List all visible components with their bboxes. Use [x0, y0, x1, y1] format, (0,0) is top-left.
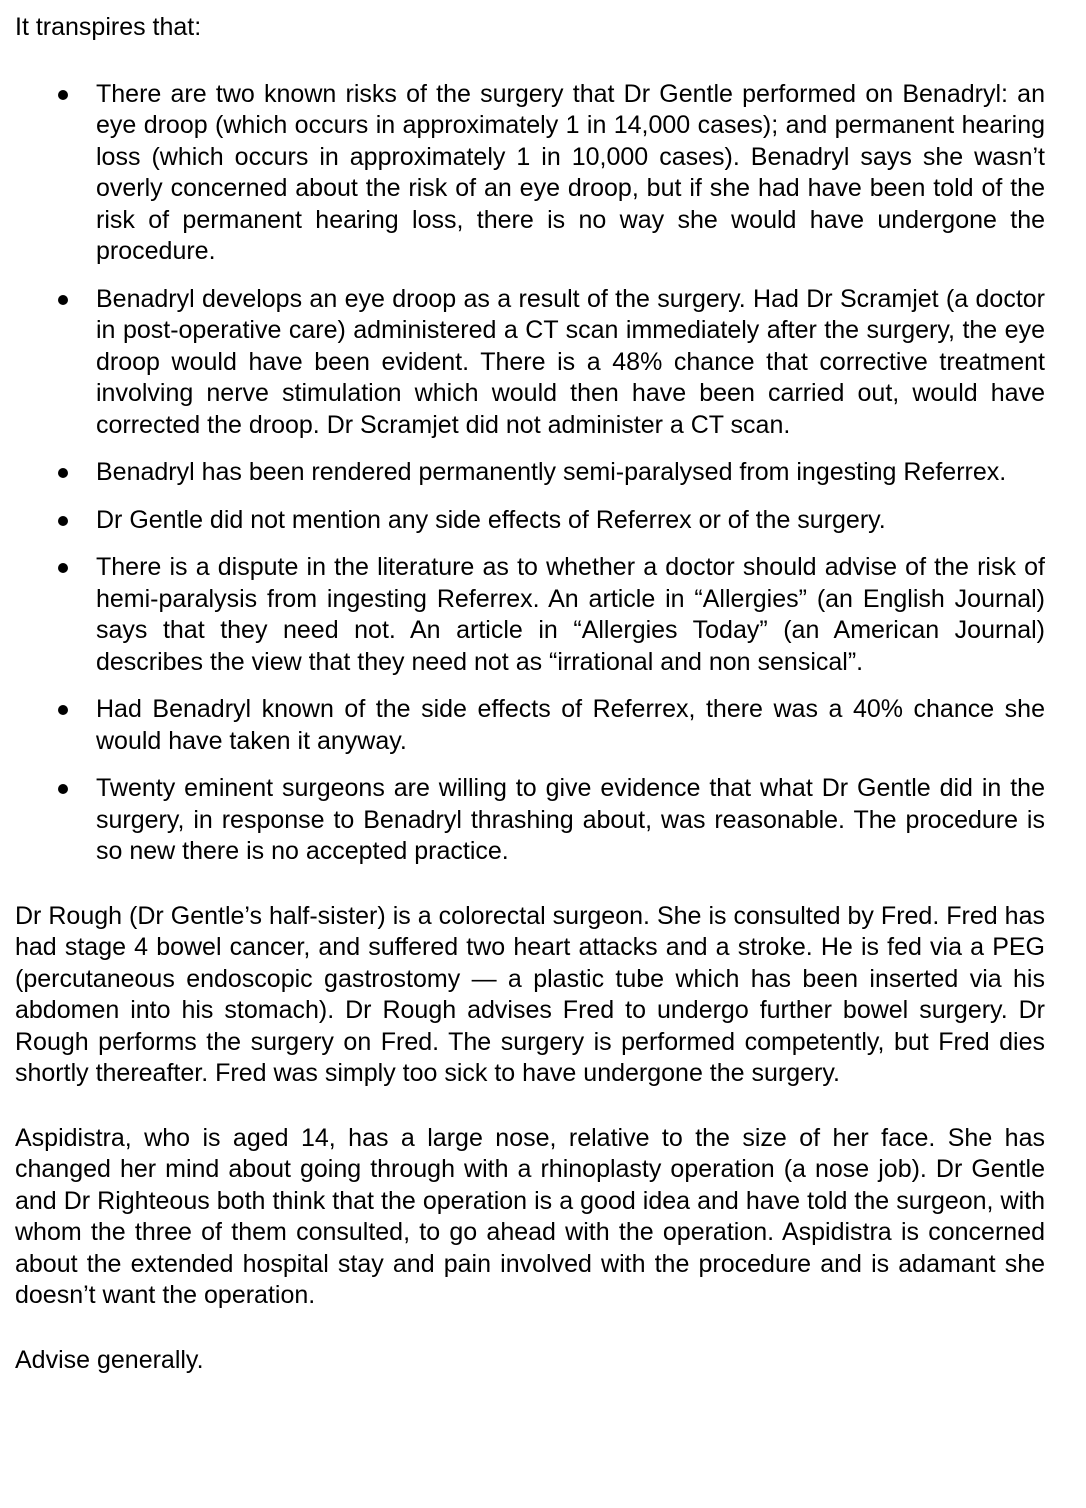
document-page: [15, 12, 1045, 1376]
list-item-text: Had Benadryl known of the side effects of Referrex, there was a 40% chance she would have taken it anyway.: [96, 695, 1045, 755]
list-item-text: Benadryl has been rendered permanently semi-paralysed from ingesting Referrex.: [96, 458, 1007, 486]
list-item-text: There are two known risks of the surgery that Dr Gentle performed on Benadryl: an eye droop (which occurs in approximately 1 in 14,000 cases); and permanent hearing loss (which occurs in approximately 1 in 10,000 cases). Benadryl says she wasn’t overly concerned about the risk of an eye droop, but if she had have been told of the risk of permanent hearing loss, there is no way she would have undergone the procedure.: [96, 79, 1045, 265]
list-item: [15, 773, 1045, 868]
paragraph-aspidistra: Aspidistra, who is aged 14, has a large nose, relative to the size of her face. She has changed her mind about going through with a rhinoplasty operation (a nose job). Dr Gentle and Dr Righteous both think that the operation is a good idea and have told the surgeon, with whom the three of them consulted, to go ahead with the operation. Aspidistra is concerned about the extended hospital stay and pain involved with the procedure and is adamant she doesn’t want the operation.: [15, 1123, 1045, 1309]
bullet-icon: [58, 563, 68, 573]
bullet-icon: [58, 784, 68, 794]
list-item-text: Twenty eminent surgeons are willing to give evidence that what Dr Gentle did in the surgery, in response to Benadryl thrashing about, was reasonable. The procedure is so new there is no accepted practice.: [96, 774, 1045, 865]
list-item-text: Benadryl develops an eye droop as a result of the surgery. Had Dr Scramjet (a doctor in post-operative care) administered a CT scan immediately after the surgery, the eye droop would have been evident. There is a 48% chance that corrective treatment involving nerve stimulation which would then have been carried out, would have corrected the droop. Dr Scramjet did not administer a CT scan.: [96, 284, 1045, 439]
list-item: [15, 79, 1045, 268]
list-item: [15, 284, 1045, 442]
intro-text: It transpires that:: [15, 13, 202, 41]
bullet-icon: [58, 295, 68, 305]
list-item-text: Dr Gentle did not mention any side effects of Referrex or of the surgery.: [96, 505, 886, 534]
bullet-icon: [58, 90, 68, 100]
bullet-icon: [58, 468, 68, 478]
list-item: [15, 505, 1045, 537]
list-item-text: There is a dispute in the literature as to whether a doctor should advise of the risk of hemi-paralysis from ingesting Referrex. An article in “Allergies” (an English Journal) says that they need not. An article in “Allergies Today” (an American Journal) describes the view that they need not as “irrational and non sensical”.: [96, 553, 1045, 676]
bullet-icon: [58, 705, 68, 715]
bullet-icon: [58, 516, 68, 526]
list-item: [15, 552, 1045, 678]
list-item: [15, 457, 1045, 489]
list-item: [15, 694, 1045, 757]
facts-list: [15, 79, 1045, 868]
paragraph-dr-rough: Dr Rough (Dr Gentle’s half-sister) is a colorectal surgeon. She is consulted by Fred. Fred has had stage 4 bowel cancer, and suffered two heart attacks and a stroke. He is fed via a PEG (percutaneous endoscopic gastrostomy — a plastic tube which has been inserted via his abdomen into his stomach). Dr Rough advises Fred to undergo further bowel surgery. Dr Rough performs the surgery on Fred. The surgery is performed competently, but Fred dies shortly thereafter. Fred was simply too sick to have undergone the surgery.: [15, 901, 1045, 1087]
paragraph-advise: Advise generally.: [15, 1345, 204, 1374]
